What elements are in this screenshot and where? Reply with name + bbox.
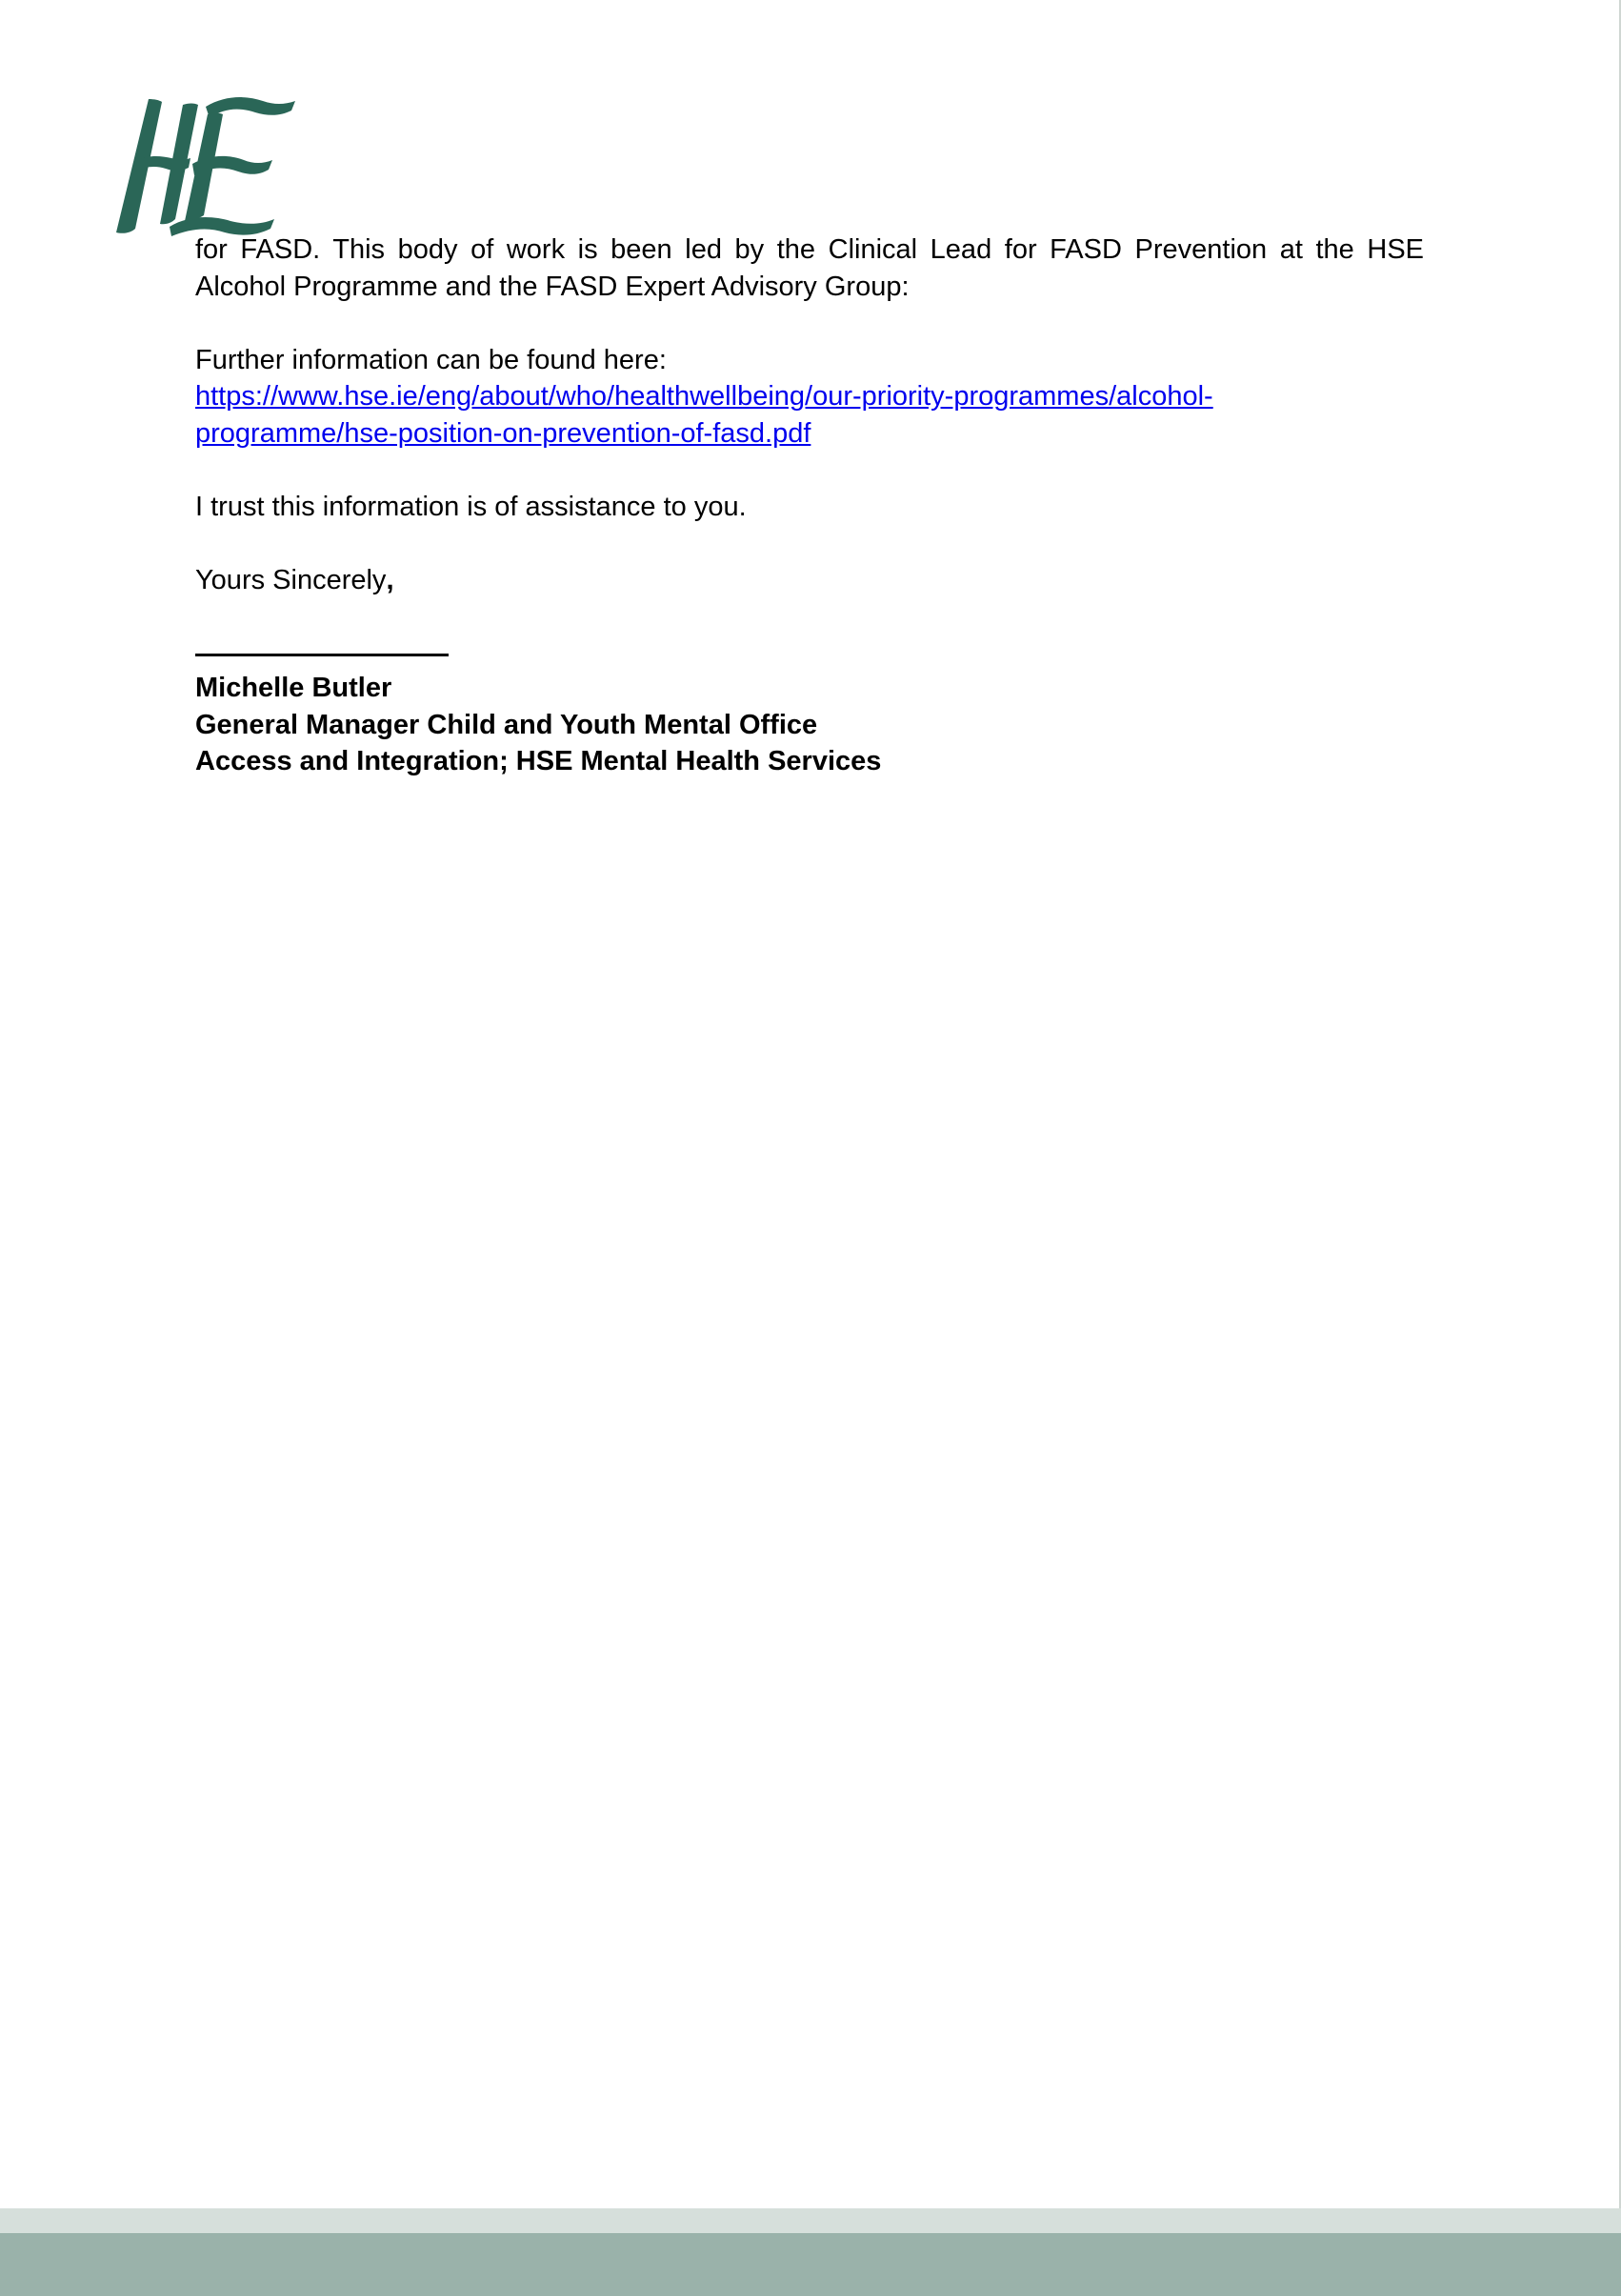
link-line-1: https://www.hse.ie/eng/about/who/healthwellbeing/our-priority-programmes/alcohol-: [195, 381, 1213, 412]
signatory-title-line-2: Access and Integration; HSE Mental Health Services: [195, 746, 882, 776]
further-info-text: Further information can be found here:: [195, 344, 667, 375]
signatory-title-line-1: General Manager Child and Youth Mental Office: [195, 709, 818, 740]
hse-logo: [112, 93, 299, 236]
footer-band-dark: [0, 2233, 1621, 2296]
trust-statement: I trust this information is of assistance to you.: [195, 491, 747, 522]
letter-body: [195, 232, 1424, 780]
fasd-position-link[interactable]: [195, 378, 1424, 452]
closing-comma: ,: [386, 564, 394, 595]
signature-line: [195, 654, 449, 656]
footer-band-light: [0, 2208, 1621, 2233]
body-paragraph-fasd: for FASD. This body of work is been led by the Clinical Lead for FASD Prevention at the HSE Alcohol Programme and the FASD Expert Advisory Group:: [195, 234, 1424, 302]
closing-salutation: [195, 562, 1424, 599]
signatory-name: Michelle Butler: [195, 673, 392, 703]
link-line-2: programme/hse-position-on-prevention-of-fasd.pdf: [195, 417, 811, 449]
closing-text: Yours Sincerely: [195, 564, 387, 595]
